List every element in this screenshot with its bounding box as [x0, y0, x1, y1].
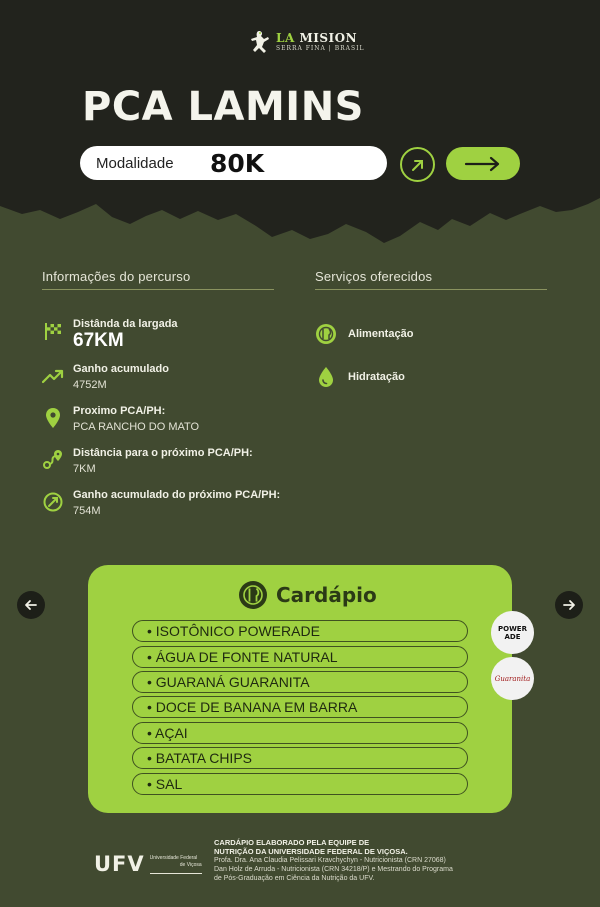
arrow-right-icon	[562, 598, 576, 612]
ufv-subtitle: Universidade Federal	[149, 854, 198, 861]
info-label: Distânda da largada	[73, 318, 178, 330]
menu-item: • DOCE DE BANANA EM BARRA	[132, 696, 468, 718]
la-mision-logo	[248, 27, 368, 57]
runner-gecko-icon	[248, 29, 270, 55]
info-value: 7KM	[73, 463, 96, 475]
arrow-left-icon	[24, 598, 38, 612]
info-item-elevation-next	[42, 489, 302, 529]
cutlery-icon	[238, 580, 268, 610]
info-label: Distância para o próximo PCA/PH:	[73, 447, 253, 459]
menu-item: • ISOTÔNICO POWERADE	[132, 620, 468, 642]
credits-block	[214, 838, 534, 883]
info-item-distance	[42, 318, 302, 358]
credits-line: Dan Holz de Arruda - Nutricionista (CRN 34218/P) e Mestrando do Programa	[214, 866, 453, 873]
ufv-logo	[94, 852, 202, 876]
credits-heading: NUTRIÇÃO DA UNIVERSIDADE FEDERAL DE VIÇOSA.	[214, 847, 408, 856]
info-value: 67KM	[73, 330, 124, 351]
logo-wordmark: LA MISION	[276, 31, 358, 45]
powerade-wordmark: POWER ADE	[498, 624, 527, 641]
ufv-underline	[150, 873, 202, 874]
info-value: 754M	[73, 505, 101, 517]
info-item-distance-next	[42, 447, 302, 487]
menu-card	[88, 565, 512, 813]
menu-item: • AÇAI	[132, 722, 468, 744]
checkered-flag-icon	[42, 320, 64, 342]
service-label: Hidratação	[348, 371, 405, 383]
service-item-hydration	[315, 365, 405, 389]
credits-line: Profa. Dra. Ana Claudia Pelissari Kravchychyn - Nutricionista (CRN 27068)	[214, 857, 446, 864]
menu-header	[238, 580, 377, 610]
elevation-gauge-icon	[42, 491, 64, 513]
credits-line: de Pós-Graduação em Ciência da Nutrição da UFV.	[214, 875, 375, 882]
powerade-logo	[491, 611, 534, 654]
page-title: PCA LAMINS	[82, 84, 364, 130]
arrow-up-right-icon	[410, 157, 426, 173]
guaranita-wordmark: Guaranita	[494, 674, 531, 683]
menu-item: • SAL	[132, 773, 468, 795]
info-label: Proximo PCA/PH:	[73, 405, 166, 417]
credits-heading: CARDÁPIO ELABORADO PELA EQUIPE DE	[214, 838, 370, 847]
services-divider	[315, 289, 547, 290]
service-label: Alimentação	[348, 328, 414, 340]
info-item-next-pca	[42, 405, 302, 445]
info-label: Ganho acumulado	[73, 363, 169, 375]
guaranita-logo	[491, 657, 534, 700]
cutlery-icon	[315, 323, 337, 345]
services-heading: Serviços oferecidos	[315, 269, 433, 284]
arrow-right-icon	[464, 156, 502, 172]
menu-item: • BATATA CHIPS	[132, 747, 468, 769]
modality-label: Modalidade	[96, 154, 174, 172]
external-link-button[interactable]	[400, 147, 435, 182]
next-button[interactable]	[446, 147, 520, 180]
info-label: Ganho acumulado do próximo PCA/PH:	[73, 489, 281, 501]
logo-tagline: SERRA FINA | BRASIL	[276, 45, 365, 52]
ufv-subtitle: de Viçosa	[179, 861, 202, 868]
map-pin-icon	[42, 407, 64, 429]
menu-item: • ÁGUA DE FONTE NATURAL	[132, 646, 468, 668]
ufv-wordmark: UFV	[94, 852, 145, 876]
route-info-heading: Informações do percurso	[42, 269, 191, 284]
modality-value: 80K	[210, 148, 265, 178]
info-value: 4752M	[73, 379, 107, 391]
menu-item: • GUARANÁ GUARANITA	[132, 671, 468, 693]
route-info-divider	[42, 289, 274, 290]
menu-title: Cardápio	[276, 583, 377, 607]
route-icon	[42, 449, 64, 471]
trending-up-icon	[42, 365, 64, 387]
carousel-prev-button[interactable]	[17, 591, 45, 619]
carousel-next-button[interactable]	[555, 591, 583, 619]
info-item-elevation-gain	[42, 363, 302, 403]
service-item-food	[315, 322, 413, 346]
info-value: PCA RANCHO DO MATO	[73, 421, 200, 433]
water-drop-icon	[315, 366, 337, 388]
modality-pill[interactable]	[80, 146, 387, 180]
